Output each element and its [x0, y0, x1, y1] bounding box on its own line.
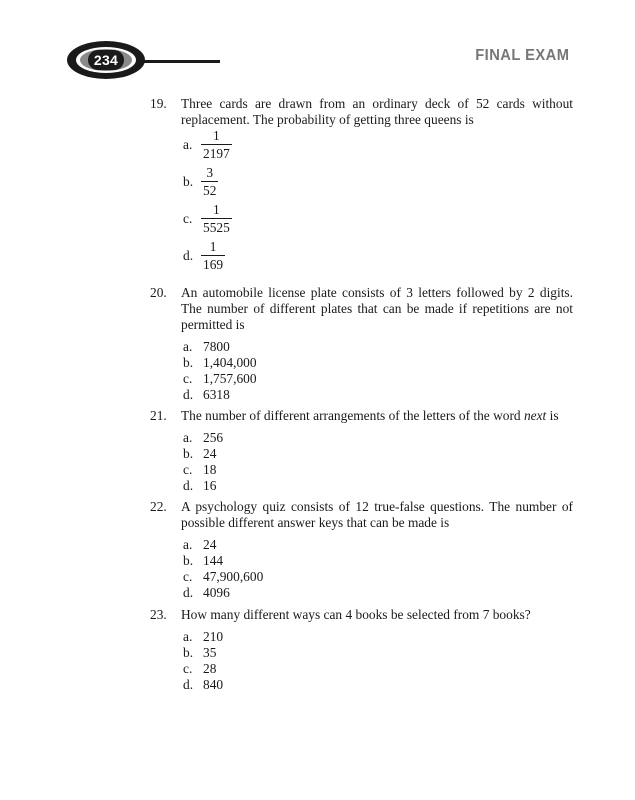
question-text: How many different ways can 4 books be selected from 7 books?	[181, 607, 531, 622]
option-list	[183, 430, 573, 494]
option-letter: d.	[183, 585, 194, 600]
option-value: 4096	[203, 585, 230, 600]
question-text-after: is	[546, 408, 559, 423]
page-header	[0, 0, 635, 90]
question-text: A psychology quiz consists of 12 true-false questions. The number of possible different answer keys that can be made is	[181, 499, 573, 530]
fraction-bar	[201, 218, 232, 219]
question-21	[150, 408, 573, 494]
exam-title: FINAL EXAM	[474, 47, 569, 64]
option-c[interactable]	[183, 371, 573, 387]
option-list	[183, 339, 573, 403]
option-letter: d.	[183, 247, 194, 263]
fraction-numerator: 1	[209, 239, 217, 254]
option-d[interactable]	[183, 237, 573, 274]
option-value: 16	[203, 478, 217, 493]
option-letter: d.	[183, 677, 194, 692]
option-value: 210	[203, 629, 224, 644]
fraction-bar	[201, 255, 225, 256]
option-a[interactable]	[183, 537, 573, 553]
page-number: 234	[88, 50, 124, 70]
option-fraction	[201, 128, 232, 161]
option-d[interactable]	[183, 387, 573, 403]
option-letter: b.	[183, 645, 194, 660]
option-value: 1,404,000	[203, 355, 257, 370]
option-value: 144	[203, 553, 224, 568]
option-a[interactable]	[183, 629, 573, 645]
option-letter: b.	[183, 173, 194, 189]
question-number: 21.	[150, 408, 167, 423]
fraction-numerator: 1	[213, 128, 220, 143]
option-letter: c.	[183, 371, 193, 386]
option-value: 256	[203, 430, 224, 445]
question-number: 19.	[150, 96, 167, 111]
question-number: 20.	[150, 285, 167, 300]
option-value: 47,900,600	[203, 569, 264, 584]
fraction-denominator: 52	[203, 183, 217, 198]
question-23	[150, 607, 573, 693]
option-a[interactable]	[183, 126, 573, 163]
question-22	[150, 499, 573, 601]
option-letter: a.	[183, 629, 193, 644]
option-letter: b.	[183, 355, 194, 370]
option-fraction	[201, 202, 232, 235]
option-d[interactable]	[183, 585, 573, 601]
question-19	[150, 96, 573, 274]
fraction-bar	[201, 144, 232, 145]
option-d[interactable]	[183, 478, 573, 494]
fraction-denominator: 5525	[203, 220, 230, 235]
option-c[interactable]	[183, 200, 573, 237]
option-letter: b.	[183, 553, 194, 568]
option-list	[183, 629, 573, 693]
question-text-word: next	[523, 408, 547, 423]
option-b[interactable]	[183, 163, 573, 200]
question-20	[150, 285, 573, 403]
option-letter: c.	[183, 462, 193, 477]
fraction-denominator: 2197	[203, 146, 230, 161]
question-text: An automobile license plate consists of 3 letters followed by 2 digits. The number of different plates that can be made if repetitions are not permitted is	[181, 285, 573, 332]
option-value: 28	[203, 661, 217, 676]
option-value: 24	[203, 537, 217, 552]
question-number: 22.	[150, 499, 167, 514]
option-value: 6318	[203, 387, 230, 402]
option-letter: c.	[183, 569, 193, 584]
option-letter: c.	[183, 210, 193, 226]
option-letter: d.	[183, 387, 194, 402]
option-letter: c.	[183, 661, 193, 676]
fraction-denominator: 169	[203, 257, 224, 272]
option-b[interactable]	[183, 645, 573, 661]
option-value: 7800	[203, 339, 230, 354]
option-d[interactable]	[183, 677, 573, 693]
header-rule	[140, 60, 220, 63]
option-b[interactable]	[183, 355, 573, 371]
option-value: 18	[203, 462, 217, 477]
option-letter: a.	[183, 339, 193, 354]
option-value: 1,757,600	[203, 371, 257, 386]
option-letter: a.	[183, 136, 193, 152]
question-text-before: The number of different arrangements of the letters of the word	[181, 408, 524, 423]
option-letter: b.	[183, 446, 194, 461]
option-a[interactable]	[183, 430, 573, 446]
option-c[interactable]	[183, 569, 573, 585]
option-list	[183, 126, 573, 274]
option-b[interactable]	[183, 446, 573, 462]
option-letter: a.	[183, 537, 193, 552]
option-letter: a.	[183, 430, 193, 445]
option-value: 35	[203, 645, 217, 660]
option-c[interactable]	[183, 462, 573, 478]
option-b[interactable]	[183, 553, 573, 569]
question-number: 23.	[150, 607, 167, 622]
option-fraction	[201, 239, 225, 272]
fraction-bar	[201, 181, 218, 182]
option-value: 24	[203, 446, 217, 461]
question-text: Three cards are drawn from an ordinary deck of 52 cards without replacement. The probability of getting three queens is	[181, 96, 573, 127]
option-list	[183, 537, 573, 601]
option-a[interactable]	[183, 339, 573, 355]
fraction-numerator: 1	[213, 202, 220, 217]
fraction-numerator: 3	[206, 165, 214, 180]
option-letter: d.	[183, 478, 194, 493]
option-c[interactable]	[183, 661, 573, 677]
option-fraction	[201, 165, 218, 198]
question-text	[181, 408, 573, 424]
option-value: 840	[203, 677, 224, 692]
